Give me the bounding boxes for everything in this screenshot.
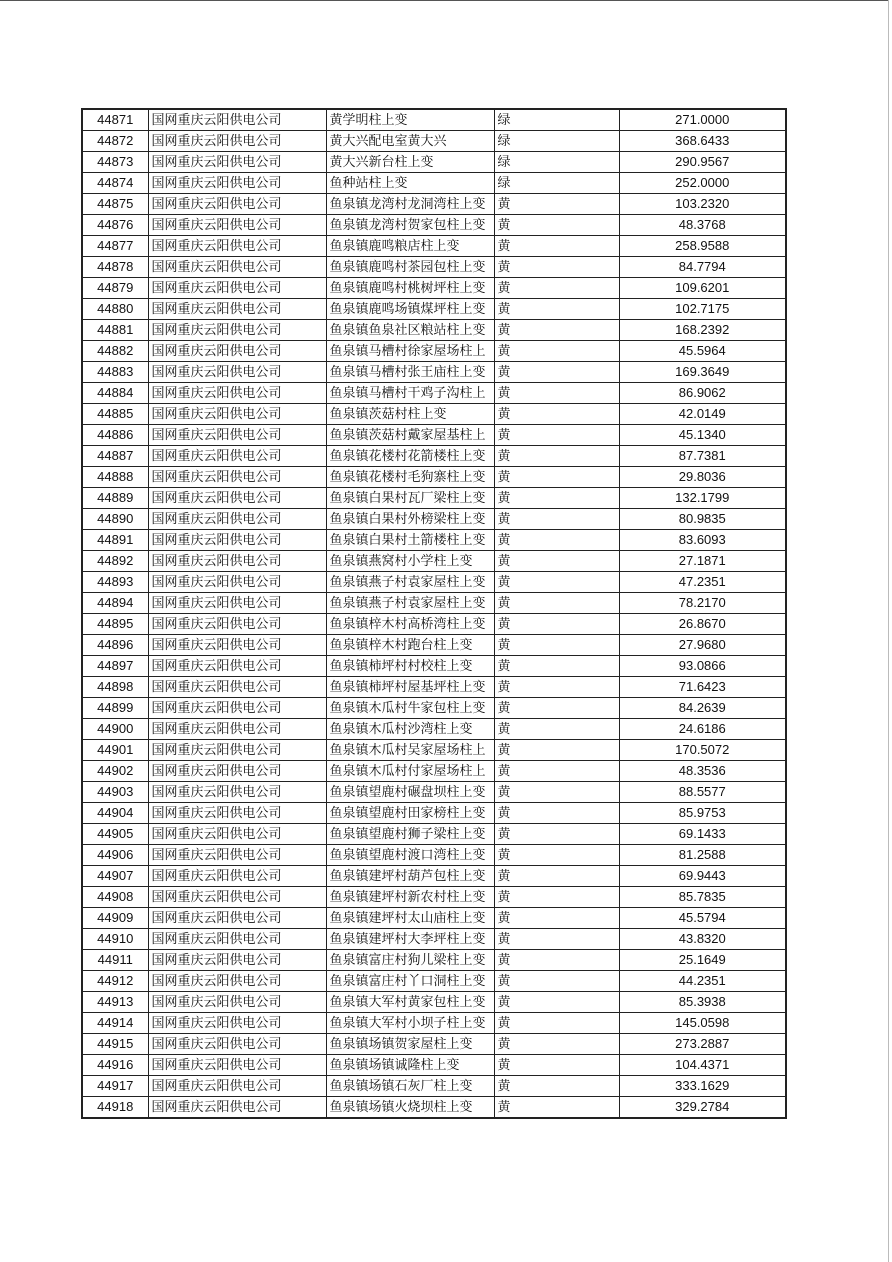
transformer-name-cell: 鱼泉镇柿坪村屋基坪柱上变 [326, 677, 494, 698]
status-color-cell: 黄 [494, 950, 619, 971]
row-id-cell: 44883 [82, 362, 148, 383]
status-color-cell: 绿 [494, 109, 619, 131]
transformer-name-cell: 鱼泉镇马槽村徐家屋场柱上 [326, 341, 494, 362]
row-id-cell: 44906 [82, 845, 148, 866]
row-id-cell: 44886 [82, 425, 148, 446]
status-color-cell: 黄 [494, 509, 619, 530]
transformer-name-cell: 黄大兴新台柱上变 [326, 152, 494, 173]
value-cell: 103.2320 [619, 194, 786, 215]
table-row [82, 866, 786, 887]
row-id-cell: 44917 [82, 1076, 148, 1097]
value-cell: 26.8670 [619, 614, 786, 635]
row-id-cell: 44903 [82, 782, 148, 803]
status-color-cell: 黄 [494, 656, 619, 677]
company-cell: 国网重庆云阳供电公司 [148, 719, 326, 740]
row-id-cell: 44910 [82, 929, 148, 950]
value-cell: 333.1629 [619, 1076, 786, 1097]
transformer-name-cell: 鱼种站柱上变 [326, 173, 494, 194]
transformer-name-cell: 鱼泉镇白果村瓦厂梁柱上变 [326, 488, 494, 509]
row-id-cell: 44891 [82, 530, 148, 551]
transformer-name-cell: 鱼泉镇望鹿村渡口湾柱上变 [326, 845, 494, 866]
transformer-name-cell: 黄大兴配电室黄大兴 [326, 131, 494, 152]
page-top-border [0, 0, 888, 1]
value-cell: 69.1433 [619, 824, 786, 845]
status-color-cell: 黄 [494, 194, 619, 215]
table-body [82, 109, 786, 1118]
status-color-cell: 黄 [494, 992, 619, 1013]
row-id-cell: 44875 [82, 194, 148, 215]
row-id-cell: 44918 [82, 1097, 148, 1119]
table-row [82, 194, 786, 215]
status-color-cell: 黄 [494, 425, 619, 446]
table-row [82, 782, 786, 803]
row-id-cell: 44905 [82, 824, 148, 845]
row-id-cell: 44907 [82, 866, 148, 887]
page-right-border [888, 0, 889, 1262]
company-cell: 国网重庆云阳供电公司 [148, 929, 326, 950]
company-cell: 国网重庆云阳供电公司 [148, 677, 326, 698]
status-color-cell: 黄 [494, 719, 619, 740]
table-row [82, 1076, 786, 1097]
company-cell: 国网重庆云阳供电公司 [148, 614, 326, 635]
row-id-cell: 44902 [82, 761, 148, 782]
value-cell: 169.3649 [619, 362, 786, 383]
row-id-cell: 44880 [82, 299, 148, 320]
row-id-cell: 44888 [82, 467, 148, 488]
value-cell: 93.0866 [619, 656, 786, 677]
row-id-cell: 44879 [82, 278, 148, 299]
row-id-cell: 44873 [82, 152, 148, 173]
transformer-name-cell: 鱼泉镇柿坪村村校柱上变 [326, 656, 494, 677]
company-cell: 国网重庆云阳供电公司 [148, 341, 326, 362]
company-cell: 国网重庆云阳供电公司 [148, 1034, 326, 1055]
status-color-cell: 黄 [494, 320, 619, 341]
value-cell: 85.7835 [619, 887, 786, 908]
transformer-name-cell: 鱼泉镇建坪村新农村柱上变 [326, 887, 494, 908]
status-color-cell: 绿 [494, 152, 619, 173]
row-id-cell: 44892 [82, 551, 148, 572]
table-row [82, 109, 786, 131]
table-row [82, 635, 786, 656]
value-cell: 109.6201 [619, 278, 786, 299]
row-id-cell: 44877 [82, 236, 148, 257]
row-id-cell: 44889 [82, 488, 148, 509]
table-row [82, 593, 786, 614]
table-row [82, 152, 786, 173]
table-row [82, 803, 786, 824]
table-row [82, 509, 786, 530]
value-cell: 102.7175 [619, 299, 786, 320]
status-color-cell: 黄 [494, 677, 619, 698]
transformer-name-cell: 鱼泉镇鹿鸣村桃树坪柱上变 [326, 278, 494, 299]
transformer-name-cell: 鱼泉镇茨菇村戴家屋基柱上 [326, 425, 494, 446]
status-color-cell: 黄 [494, 257, 619, 278]
row-id-cell: 44916 [82, 1055, 148, 1076]
company-cell: 国网重庆云阳供电公司 [148, 173, 326, 194]
value-cell: 48.3768 [619, 215, 786, 236]
status-color-cell: 黄 [494, 1097, 619, 1119]
company-cell: 国网重庆云阳供电公司 [148, 383, 326, 404]
value-cell: 69.9443 [619, 866, 786, 887]
transformer-name-cell: 鱼泉镇茨菇村柱上变 [326, 404, 494, 425]
transformer-name-cell: 鱼泉镇富庄村狗儿梁柱上变 [326, 950, 494, 971]
company-cell: 国网重庆云阳供电公司 [148, 446, 326, 467]
transformer-name-cell: 鱼泉镇木瓜村吴家屋场柱上 [326, 740, 494, 761]
row-id-cell: 44898 [82, 677, 148, 698]
status-color-cell: 黄 [494, 908, 619, 929]
row-id-cell: 44887 [82, 446, 148, 467]
value-cell: 88.5577 [619, 782, 786, 803]
status-color-cell: 黄 [494, 467, 619, 488]
value-cell: 170.5072 [619, 740, 786, 761]
company-cell: 国网重庆云阳供电公司 [148, 950, 326, 971]
company-cell: 国网重庆云阳供电公司 [148, 467, 326, 488]
transformer-name-cell: 鱼泉镇鹿鸣场镇煤坪柱上变 [326, 299, 494, 320]
transformer-name-cell: 鱼泉镇场镇诚隆柱上变 [326, 1055, 494, 1076]
company-cell: 国网重庆云阳供电公司 [148, 257, 326, 278]
status-color-cell: 黄 [494, 383, 619, 404]
transformer-name-cell: 鱼泉镇场镇石灰厂柱上变 [326, 1076, 494, 1097]
transformer-name-cell: 鱼泉镇龙湾村贺家包柱上变 [326, 215, 494, 236]
value-cell: 104.4371 [619, 1055, 786, 1076]
row-id-cell: 44915 [82, 1034, 148, 1055]
transformer-name-cell: 鱼泉镇燕子村袁家屋柱上变 [326, 593, 494, 614]
company-cell: 国网重庆云阳供电公司 [148, 551, 326, 572]
transformer-name-cell: 鱼泉镇梓木村高桥湾柱上变 [326, 614, 494, 635]
company-cell: 国网重庆云阳供电公司 [148, 362, 326, 383]
status-color-cell: 黄 [494, 278, 619, 299]
status-color-cell: 黄 [494, 551, 619, 572]
data-table [81, 108, 787, 1119]
row-id-cell: 44893 [82, 572, 148, 593]
status-color-cell: 黄 [494, 1013, 619, 1034]
value-cell: 273.2887 [619, 1034, 786, 1055]
value-cell: 48.3536 [619, 761, 786, 782]
company-cell: 国网重庆云阳供电公司 [148, 109, 326, 131]
value-cell: 85.3938 [619, 992, 786, 1013]
table-row [82, 530, 786, 551]
table-row [82, 614, 786, 635]
table-row [82, 488, 786, 509]
transformer-name-cell: 鱼泉镇马槽村干鸡子沟柱上 [326, 383, 494, 404]
company-cell: 国网重庆云阳供电公司 [148, 803, 326, 824]
table-row [82, 341, 786, 362]
table-row [82, 446, 786, 467]
row-id-cell: 44874 [82, 173, 148, 194]
status-color-cell: 黄 [494, 740, 619, 761]
company-cell: 国网重庆云阳供电公司 [148, 740, 326, 761]
row-id-cell: 44876 [82, 215, 148, 236]
table-row [82, 425, 786, 446]
row-id-cell: 44912 [82, 971, 148, 992]
value-cell: 86.9062 [619, 383, 786, 404]
value-cell: 25.1649 [619, 950, 786, 971]
value-cell: 45.5964 [619, 341, 786, 362]
row-id-cell: 44895 [82, 614, 148, 635]
company-cell: 国网重庆云阳供电公司 [148, 698, 326, 719]
value-cell: 252.0000 [619, 173, 786, 194]
company-cell: 国网重庆云阳供电公司 [148, 425, 326, 446]
table-row [82, 698, 786, 719]
row-id-cell: 44904 [82, 803, 148, 824]
value-cell: 290.9567 [619, 152, 786, 173]
value-cell: 80.9835 [619, 509, 786, 530]
table-row [82, 992, 786, 1013]
company-cell: 国网重庆云阳供电公司 [148, 488, 326, 509]
status-color-cell: 黄 [494, 929, 619, 950]
row-id-cell: 44913 [82, 992, 148, 1013]
status-color-cell: 黄 [494, 614, 619, 635]
table-row [82, 236, 786, 257]
company-cell: 国网重庆云阳供电公司 [148, 509, 326, 530]
table-row [82, 761, 786, 782]
transformer-name-cell: 鱼泉镇花楼村毛狗寨柱上变 [326, 467, 494, 488]
transformer-name-cell: 鱼泉镇建坪村葫芦包柱上变 [326, 866, 494, 887]
table-row [82, 929, 786, 950]
status-color-cell: 黄 [494, 698, 619, 719]
status-color-cell: 黄 [494, 635, 619, 656]
company-cell: 国网重庆云阳供电公司 [148, 572, 326, 593]
table-row [82, 971, 786, 992]
row-id-cell: 44901 [82, 740, 148, 761]
transformer-name-cell: 鱼泉镇白果村土箭楼柱上变 [326, 530, 494, 551]
table-row [82, 278, 786, 299]
value-cell: 258.9588 [619, 236, 786, 257]
transformer-name-cell: 鱼泉镇望鹿村狮子梁柱上变 [326, 824, 494, 845]
company-cell: 国网重庆云阳供电公司 [148, 824, 326, 845]
row-id-cell: 44881 [82, 320, 148, 341]
status-color-cell: 黄 [494, 866, 619, 887]
company-cell: 国网重庆云阳供电公司 [148, 215, 326, 236]
row-id-cell: 44897 [82, 656, 148, 677]
transformer-name-cell: 鱼泉镇大军村黄家包柱上变 [326, 992, 494, 1013]
table-row [82, 215, 786, 236]
status-color-cell: 黄 [494, 1076, 619, 1097]
value-cell: 368.6433 [619, 131, 786, 152]
status-color-cell: 黄 [494, 341, 619, 362]
transformer-name-cell: 鱼泉镇场镇贺家屋柱上变 [326, 1034, 494, 1055]
value-cell: 27.9680 [619, 635, 786, 656]
company-cell: 国网重庆云阳供电公司 [148, 992, 326, 1013]
table-row [82, 467, 786, 488]
table-row [82, 1013, 786, 1034]
transformer-name-cell: 鱼泉镇木瓜村牛家包柱上变 [326, 698, 494, 719]
table-row [82, 320, 786, 341]
status-color-cell: 黄 [494, 530, 619, 551]
transformer-name-cell: 鱼泉镇建坪村太山庙柱上变 [326, 908, 494, 929]
value-cell: 132.1799 [619, 488, 786, 509]
transformer-name-cell: 鱼泉镇燕窝村小学柱上变 [326, 551, 494, 572]
status-color-cell: 黄 [494, 572, 619, 593]
value-cell: 85.9753 [619, 803, 786, 824]
value-cell: 145.0598 [619, 1013, 786, 1034]
row-id-cell: 44909 [82, 908, 148, 929]
table-row [82, 131, 786, 152]
transformer-name-cell: 鱼泉镇燕子村袁家屋柱上变 [326, 572, 494, 593]
value-cell: 45.1340 [619, 425, 786, 446]
table-row [82, 950, 786, 971]
company-cell: 国网重庆云阳供电公司 [148, 152, 326, 173]
row-id-cell: 44908 [82, 887, 148, 908]
value-cell: 84.2639 [619, 698, 786, 719]
row-id-cell: 44872 [82, 131, 148, 152]
company-cell: 国网重庆云阳供电公司 [148, 593, 326, 614]
table-row [82, 845, 786, 866]
row-id-cell: 44894 [82, 593, 148, 614]
value-cell: 87.7381 [619, 446, 786, 467]
table-row [82, 257, 786, 278]
transformer-name-cell: 鱼泉镇花楼村花箭楼柱上变 [326, 446, 494, 467]
transformer-name-cell: 鱼泉镇场镇火烧坝柱上变 [326, 1097, 494, 1119]
status-color-cell: 黄 [494, 593, 619, 614]
transformer-name-cell: 鱼泉镇富庄村丫口洞柱上变 [326, 971, 494, 992]
row-id-cell: 44878 [82, 257, 148, 278]
status-color-cell: 绿 [494, 173, 619, 194]
company-cell: 国网重庆云阳供电公司 [148, 194, 326, 215]
status-color-cell: 黄 [494, 236, 619, 257]
transformer-name-cell: 鱼泉镇望鹿村田家榜柱上变 [326, 803, 494, 824]
value-cell: 78.2170 [619, 593, 786, 614]
company-cell: 国网重庆云阳供电公司 [148, 236, 326, 257]
status-color-cell: 绿 [494, 131, 619, 152]
status-color-cell: 黄 [494, 803, 619, 824]
company-cell: 国网重庆云阳供电公司 [148, 908, 326, 929]
row-id-cell: 44911 [82, 950, 148, 971]
company-cell: 国网重庆云阳供电公司 [148, 656, 326, 677]
value-cell: 24.6186 [619, 719, 786, 740]
row-id-cell: 44900 [82, 719, 148, 740]
company-cell: 国网重庆云阳供电公司 [148, 299, 326, 320]
status-color-cell: 黄 [494, 761, 619, 782]
status-color-cell: 黄 [494, 782, 619, 803]
value-cell: 44.2351 [619, 971, 786, 992]
company-cell: 国网重庆云阳供电公司 [148, 131, 326, 152]
row-id-cell: 44884 [82, 383, 148, 404]
table-row [82, 404, 786, 425]
transformer-name-cell: 鱼泉镇建坪村大李坪柱上变 [326, 929, 494, 950]
table-row [82, 1055, 786, 1076]
table-row [82, 740, 786, 761]
status-color-cell: 黄 [494, 887, 619, 908]
company-cell: 国网重庆云阳供电公司 [148, 530, 326, 551]
status-color-cell: 黄 [494, 488, 619, 509]
value-cell: 43.8320 [619, 929, 786, 950]
row-id-cell: 44896 [82, 635, 148, 656]
status-color-cell: 黄 [494, 215, 619, 236]
company-cell: 国网重庆云阳供电公司 [148, 1013, 326, 1034]
transformer-name-cell: 鱼泉镇鱼泉社区粮站柱上变 [326, 320, 494, 341]
table-row [82, 656, 786, 677]
transformer-name-cell: 鱼泉镇木瓜村付家屋场柱上 [326, 761, 494, 782]
status-color-cell: 黄 [494, 446, 619, 467]
row-id-cell: 44914 [82, 1013, 148, 1034]
table-row [82, 908, 786, 929]
table-row [82, 887, 786, 908]
table-row [82, 1097, 786, 1119]
row-id-cell: 44882 [82, 341, 148, 362]
table-row [82, 719, 786, 740]
value-cell: 83.6093 [619, 530, 786, 551]
row-id-cell: 44890 [82, 509, 148, 530]
table-row [82, 362, 786, 383]
value-cell: 81.2588 [619, 845, 786, 866]
company-cell: 国网重庆云阳供电公司 [148, 635, 326, 656]
transformer-name-cell: 鱼泉镇望鹿村碾盘坝柱上变 [326, 782, 494, 803]
value-cell: 45.5794 [619, 908, 786, 929]
table-row [82, 1034, 786, 1055]
company-cell: 国网重庆云阳供电公司 [148, 404, 326, 425]
transformer-name-cell: 鱼泉镇马槽村张王庙柱上变 [326, 362, 494, 383]
transformer-name-cell: 鱼泉镇龙湾村龙洞湾柱上变 [326, 194, 494, 215]
table-row [82, 551, 786, 572]
company-cell: 国网重庆云阳供电公司 [148, 761, 326, 782]
status-color-cell: 黄 [494, 845, 619, 866]
table-row [82, 572, 786, 593]
company-cell: 国网重庆云阳供电公司 [148, 1097, 326, 1119]
value-cell: 27.1871 [619, 551, 786, 572]
transformer-name-cell: 黄学明柱上变 [326, 109, 494, 131]
value-cell: 71.6423 [619, 677, 786, 698]
status-color-cell: 黄 [494, 971, 619, 992]
company-cell: 国网重庆云阳供电公司 [148, 1055, 326, 1076]
status-color-cell: 黄 [494, 362, 619, 383]
company-cell: 国网重庆云阳供电公司 [148, 845, 326, 866]
value-cell: 271.0000 [619, 109, 786, 131]
value-cell: 47.2351 [619, 572, 786, 593]
row-id-cell: 44885 [82, 404, 148, 425]
transformer-name-cell: 鱼泉镇梓木村跑台柱上变 [326, 635, 494, 656]
transformer-name-cell: 鱼泉镇大军村小坝子柱上变 [326, 1013, 494, 1034]
row-id-cell: 44871 [82, 109, 148, 131]
transformer-name-cell: 鱼泉镇鹿鸣粮店柱上变 [326, 236, 494, 257]
transformer-name-cell: 鱼泉镇木瓜村沙湾柱上变 [326, 719, 494, 740]
value-cell: 42.0149 [619, 404, 786, 425]
status-color-cell: 黄 [494, 299, 619, 320]
transformer-name-cell: 鱼泉镇鹿鸣村茶园包柱上变 [326, 257, 494, 278]
company-cell: 国网重庆云阳供电公司 [148, 278, 326, 299]
company-cell: 国网重庆云阳供电公司 [148, 866, 326, 887]
status-color-cell: 黄 [494, 1055, 619, 1076]
table-row [82, 677, 786, 698]
table-row [82, 824, 786, 845]
table-row [82, 299, 786, 320]
table-row [82, 383, 786, 404]
table-row [82, 173, 786, 194]
status-color-cell: 黄 [494, 1034, 619, 1055]
value-cell: 84.7794 [619, 257, 786, 278]
status-color-cell: 黄 [494, 404, 619, 425]
value-cell: 29.8036 [619, 467, 786, 488]
status-color-cell: 黄 [494, 824, 619, 845]
value-cell: 329.2784 [619, 1097, 786, 1119]
company-cell: 国网重庆云阳供电公司 [148, 887, 326, 908]
row-id-cell: 44899 [82, 698, 148, 719]
company-cell: 国网重庆云阳供电公司 [148, 971, 326, 992]
value-cell: 168.2392 [619, 320, 786, 341]
transformer-name-cell: 鱼泉镇白果村外榜梁柱上变 [326, 509, 494, 530]
company-cell: 国网重庆云阳供电公司 [148, 782, 326, 803]
company-cell: 国网重庆云阳供电公司 [148, 1076, 326, 1097]
company-cell: 国网重庆云阳供电公司 [148, 320, 326, 341]
